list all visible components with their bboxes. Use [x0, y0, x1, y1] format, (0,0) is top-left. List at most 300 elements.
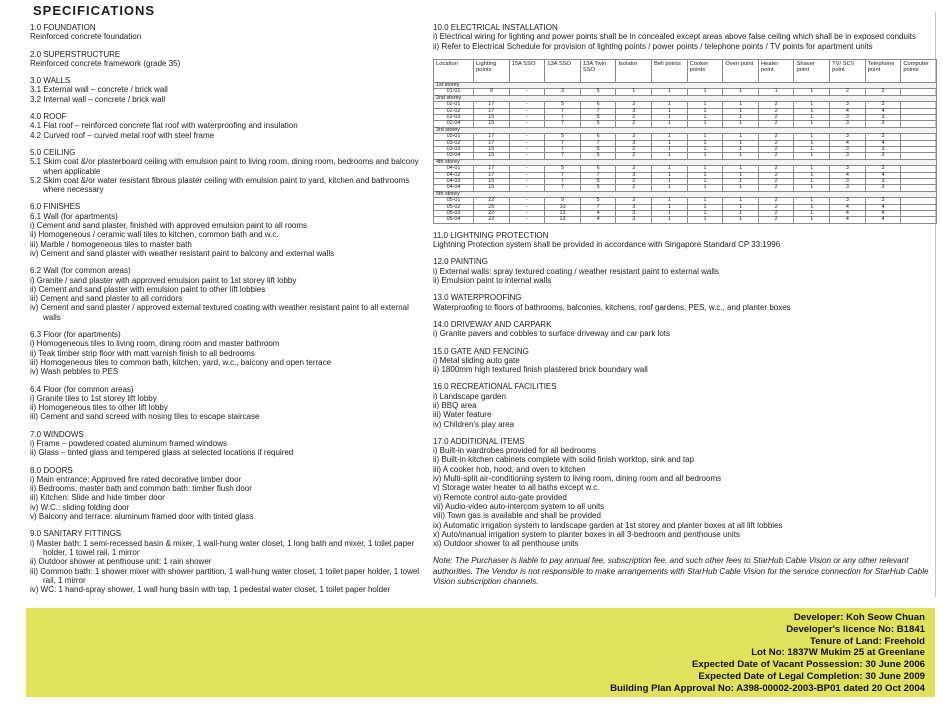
table-cell: 22	[474, 217, 510, 223]
section-line: Reinforced concrete foundation	[30, 32, 142, 42]
section-line: iii) Common bath: 1 shower mixer with shower partition, 1 wall-hung water closet, 1 toilet paper holder, 1 towel rail, 1 mirror	[30, 566, 420, 585]
table-cell: 5	[580, 121, 616, 127]
storey-label: 3rd storey	[434, 127, 937, 133]
table-cell: 3	[865, 121, 901, 127]
section-line: iv) Cement and sand plaster with weather resistant paint to balcony and external walls	[30, 248, 335, 258]
table-cell: 2	[616, 102, 652, 108]
table-cell: -	[509, 102, 545, 108]
spec-section	[30, 330, 427, 376]
table-cell: 7	[545, 172, 581, 178]
table-cell: 03-01	[434, 134, 474, 140]
section-heading: 5.0 CEILING	[30, 147, 76, 157]
table-cell: 3	[830, 114, 866, 120]
table-cell: 4	[830, 172, 866, 178]
table-cell: 1	[723, 114, 759, 120]
table-cell: 7	[545, 153, 581, 159]
table-cell: 1	[723, 102, 759, 108]
table-cell: 3	[865, 102, 901, 108]
table-cell: 1	[723, 185, 759, 191]
table-cell: 17	[474, 166, 510, 172]
table-cell: 2	[758, 114, 794, 120]
section-heading: 7.0 WINDOWS	[30, 429, 84, 439]
spec-section	[30, 385, 427, 422]
column-header: Computer points	[901, 59, 937, 82]
section-heading: 6.0 FINISHES	[30, 202, 81, 212]
section-lines	[30, 212, 427, 258]
table-cell: 1	[794, 153, 830, 159]
section-line: 6.1 Wall (for apartments)	[30, 211, 118, 221]
section-heading: 4.0 ROOF	[30, 112, 67, 122]
table-cell: -	[509, 140, 545, 146]
storey-label: 2nd storey	[434, 95, 937, 101]
table-cell: 04-02	[434, 172, 474, 178]
section-line: ii) Homogeneous tiles to other lift lobby	[30, 403, 168, 413]
table-cell: 4	[830, 217, 866, 223]
table-cell: 3	[616, 204, 652, 210]
electrical-schedule-table	[433, 59, 937, 224]
table-cell: 02-01	[434, 102, 474, 108]
table-cell: 1	[794, 146, 830, 152]
table-cell: 3	[865, 134, 901, 140]
column-header: Bell points	[652, 59, 688, 82]
section-line: i) Granite tiles to 1st storey lift lobby	[30, 393, 157, 403]
section-line: iv) WC: 1 hand-spray shower, 1 wall hung basin with tap, 1 pedestal water closet, 1 toilet paper holder	[30, 585, 391, 595]
table-cell: 4	[865, 204, 901, 210]
table-cell: 1	[687, 121, 723, 127]
table-cell: 7	[545, 140, 581, 146]
table-cell: 2	[758, 204, 794, 210]
section-line: Reinforced concrete framework (grade 35)	[30, 58, 181, 68]
section-heading: 10.0 ELECTRICAL INSTALLATION	[433, 23, 558, 32]
table-cell: 1	[687, 108, 723, 114]
table-cell: 05-01	[434, 198, 474, 204]
table-cell: 3	[830, 166, 866, 172]
table-cell: 3	[616, 108, 652, 114]
table-cell: 1	[794, 108, 830, 114]
table-cell: 02-02	[434, 108, 474, 114]
table-cell: -	[509, 153, 545, 159]
table-cell: 1	[687, 102, 723, 108]
developer-info-line: Expected Date of Vacant Possession: 30 June 2006	[691, 659, 925, 671]
spec-section-electrical	[433, 23, 937, 51]
column-header: 13A SSO	[545, 59, 581, 82]
table-cell: 4	[580, 211, 616, 217]
section-line: ii) Outdoor shower at penthouse unit: 1 rain shower	[30, 557, 212, 567]
table-cell: 1	[794, 140, 830, 146]
section-line: iv) Children's play area	[433, 419, 515, 429]
table-cell: 7	[580, 172, 616, 178]
section-line: Waterproofing to floors of bathrooms, balconies, kitchens, roof gardens, PES, w.c., and planter boxes	[433, 302, 791, 312]
section-line: i) Main entrance: Approved fire rated decorative timber door	[30, 474, 242, 484]
table-cell: 5	[580, 146, 616, 152]
table-cell: 1	[794, 211, 830, 217]
table-cell: 13	[545, 211, 581, 217]
section-lines	[30, 539, 427, 595]
table-cell: 2	[758, 217, 794, 223]
table-cell: 04-04	[434, 185, 474, 191]
section-line: i) Built-in wardrobes provided for all bedrooms	[433, 446, 597, 456]
section-line: 4.1 Flat roof – reinforced concrete flat roof with waterproofing and insulation	[30, 121, 298, 131]
developer-info-line: Tenure of Land: Freehold	[810, 635, 925, 647]
table-cell: 01-01	[434, 89, 474, 95]
table-cell: 2	[758, 172, 794, 178]
column-header: TV/ SCV point	[830, 59, 866, 82]
table-cell: 5	[580, 89, 616, 95]
table-cell: 2	[758, 178, 794, 184]
section-line: 5.1 Skim coat &/or plasterboard ceiling with emulsion paint to living room, dining room, bedrooms and balcony when applicable	[30, 157, 419, 176]
table-cell: 1	[687, 166, 723, 172]
section-heading: 6.3 Floor (for apartments)	[30, 330, 121, 340]
table-cell: 3	[616, 211, 652, 217]
table-cell: 22	[474, 211, 510, 217]
table-cell: 02-03	[434, 114, 474, 120]
table-cell: 3	[830, 153, 866, 159]
section-heading: 2.0 SUPERSTRUCTURE	[30, 49, 121, 59]
section-line: iii) Marble / homogeneous tiles to master bath	[30, 239, 192, 249]
table-cell: 1	[794, 185, 830, 191]
section-heading: 8.0 DOORS	[30, 465, 73, 475]
table-cell: -	[509, 114, 545, 120]
column-header: Heater point	[758, 59, 794, 82]
table-cell: -	[509, 204, 545, 210]
section-heading: 1.0 FOUNDATION	[30, 23, 96, 32]
table-cell: 3	[830, 178, 866, 184]
section-line: ii) 1800mm high textured finish plastered brick boundary wall	[433, 365, 648, 375]
section-heading: 11.0 LIGHTNING PROTECTION	[433, 230, 549, 240]
table-cell: 15	[474, 185, 510, 191]
table-cell: 15	[474, 178, 510, 184]
section-line: ii) Emulsion paint to internal walls	[433, 276, 552, 286]
table-cell: 1	[794, 166, 830, 172]
spec-section	[30, 148, 427, 194]
right-sections	[433, 231, 937, 549]
table-cell: 1	[652, 114, 688, 120]
table-cell: 6	[580, 166, 616, 172]
table-cell: 1	[723, 178, 759, 184]
table-cell: 3	[830, 198, 866, 204]
table-cell: 4	[830, 211, 866, 217]
table-cell	[901, 217, 937, 223]
table-cell: 1	[652, 204, 688, 210]
table-cell: 1	[723, 121, 759, 127]
section-lines	[30, 121, 427, 140]
section-line: 5.2 Skim coat &/or water resistant fibrous plaster ceiling with emulsion paint to yard, kitchen and bathrooms where necessary	[30, 175, 410, 195]
table-cell: 2	[865, 89, 901, 95]
spec-section	[30, 202, 427, 258]
table-cell: 3	[830, 121, 866, 127]
table-cell: 2	[758, 108, 794, 114]
table-cell: 1	[794, 204, 830, 210]
table-cell: 1	[687, 140, 723, 146]
table-cell: 17	[474, 102, 510, 108]
table-cell: 1	[723, 198, 759, 204]
table-cell: 3	[865, 146, 901, 152]
table-cell: 1	[723, 166, 759, 172]
column-header: Telephone point	[865, 59, 901, 82]
section-heading: 16.0 RECREATIONAL FACILITIES	[433, 382, 557, 392]
table-cell: 05-02	[434, 204, 474, 210]
section-lines	[433, 446, 937, 548]
table-cell: 1	[794, 102, 830, 108]
table-cell: 1	[687, 89, 723, 95]
table-cell: -	[509, 185, 545, 191]
table-cell: 7	[545, 114, 581, 120]
section-lines	[433, 267, 937, 286]
section-line: i) Homogeneous tiles to living room, dining room and master bathroom	[30, 339, 280, 349]
table-cell: 1	[723, 89, 759, 95]
section-line: iv) Multi-split air-conditioning system to living room, dining room and all bedrooms	[433, 474, 722, 484]
developer-info-line: Lot No: 1837W Mukim 25 at Greenlane	[751, 647, 925, 659]
table-cell: -	[509, 146, 545, 152]
table-cell: 7	[545, 121, 581, 127]
table-row	[434, 217, 937, 223]
table-cell: 2	[758, 153, 794, 159]
table-cell: 02-04	[434, 121, 474, 127]
table-cell: 1	[758, 89, 794, 95]
section-line: iii) Cement and sand plaster to all corridors	[30, 294, 183, 304]
table-cell: 2	[616, 114, 652, 120]
section-line: iii) A cooker hob, hood, and oven to kitchen	[433, 464, 586, 474]
table-cell: 2	[616, 166, 652, 172]
section-line: iii) Kitchen: Slide and hide timber door	[30, 493, 165, 503]
section-line: iii) Homogeneous tiles to common bath, kitchen, yard, w.c., balcony and open terrace	[30, 357, 332, 367]
electrical-table-header-row	[434, 59, 937, 82]
table-cell: 3	[865, 114, 901, 120]
table-cell: 3	[616, 217, 652, 223]
table-cell: 2	[616, 198, 652, 204]
table-cell: 4	[830, 140, 866, 146]
section-heading: 15.0 GATE AND FENCING	[433, 346, 529, 356]
table-cell: 05-04	[434, 217, 474, 223]
table-cell: 1	[723, 211, 759, 217]
spec-section	[30, 529, 427, 594]
table-cell: 1	[723, 204, 759, 210]
table-cell: 5	[580, 114, 616, 120]
table-cell: 1	[687, 178, 723, 184]
section-lines	[433, 329, 937, 338]
table-cell: 5	[545, 134, 581, 140]
section-heading: 6.4 Floor (for common areas)	[30, 384, 134, 394]
table-cell: 1	[652, 134, 688, 140]
table-cell: 1	[687, 204, 723, 210]
table-cell: 15	[474, 114, 510, 120]
section-line: ii) Bedrooms, master bath and common bath: timber flush door	[30, 484, 252, 494]
table-cell: 1	[794, 178, 830, 184]
section-line: v) Balcony and terrace: aluminum framed door with tinted glass	[30, 512, 254, 522]
section-heading: 13.0 WATERPROOFING	[433, 293, 522, 303]
table-cell: 9	[545, 198, 581, 204]
section-line: viii) Town gas is available and shall be provided	[433, 511, 601, 521]
spec-section	[433, 257, 937, 285]
section-line: i) Cement and sand plaster, finished with approved emulsion paint to all rooms	[30, 221, 308, 231]
section-line: iv) Cement and sand plaster / approved external textured coating with weather resistant paint to all external walls	[30, 303, 409, 322]
table-cell: 3	[616, 140, 652, 146]
electrical-table-head	[434, 59, 937, 82]
table-cell: 3	[865, 198, 901, 204]
table-cell: 1	[687, 211, 723, 217]
table-cell: 5	[580, 198, 616, 204]
table-cell: 2	[616, 146, 652, 152]
table-cell: -	[509, 178, 545, 184]
table-cell: 7	[545, 178, 581, 184]
table-cell: 4	[865, 140, 901, 146]
table-cell: 3	[865, 153, 901, 159]
page-title: SPECIFICATIONS	[33, 3, 156, 18]
section-line: vi) Remote control auto-gate provided	[433, 492, 567, 502]
table-cell: 1	[652, 140, 688, 146]
table-cell: 2	[616, 178, 652, 184]
table-cell: 1	[652, 198, 688, 204]
table-cell: 3	[865, 185, 901, 191]
section-lines	[30, 439, 427, 458]
spec-section	[30, 50, 427, 69]
section-line: ii) Built-in kitchen cabinets complete with solid finish worktop, sink and tap	[433, 455, 695, 465]
table-cell: 1	[652, 146, 688, 152]
table-cell: 1	[687, 146, 723, 152]
table-cell: 3	[830, 185, 866, 191]
table-cell: 17	[474, 108, 510, 114]
table-cell: -	[509, 121, 545, 127]
section-line: iv) Wash pebbles to PES	[30, 367, 119, 377]
table-cell: 04-01	[434, 166, 474, 172]
section-line: iii) Water feature	[433, 410, 492, 420]
section-line: iii) Cement and sand screed with nosing tiles to escape staircase	[30, 412, 260, 422]
table-cell: 7	[545, 146, 581, 152]
section-line: i) Granite / sand plaster with approved emulsion paint to 1st storey lift lobby	[30, 275, 297, 285]
table-cell: 2	[616, 185, 652, 191]
section-line: ii) Teak timber strip floor with matt varnish finish to all bedrooms	[30, 348, 255, 358]
section-line: 4.2 Curved roof – curved metal roof with steel frame	[30, 130, 215, 140]
table-cell: 2	[616, 121, 652, 127]
table-cell: -	[509, 211, 545, 217]
table-cell: 1	[794, 198, 830, 204]
section-line: iv) W.C.: sliding folding door	[30, 502, 130, 512]
table-cell: 2	[758, 146, 794, 152]
table-cell: 6	[580, 102, 616, 108]
section-line: 3.2 Internal wall – concrete / brick wall	[30, 94, 166, 104]
section-heading: 6.2 Wall (for common areas)	[30, 266, 131, 276]
table-cell: 2	[758, 166, 794, 172]
section-line: i) External walls: spray textured coating / weather resistant paint to external walls	[433, 266, 719, 276]
developer-info-box	[26, 608, 935, 697]
table-cell: -	[509, 134, 545, 140]
table-cell: 25	[474, 204, 510, 210]
section-lines	[30, 475, 427, 521]
table-cell: 4	[580, 217, 616, 223]
section-lines	[433, 32, 937, 51]
table-cell: 7	[580, 140, 616, 146]
table-cell: 03-03	[434, 146, 474, 152]
table-cell: 3	[830, 102, 866, 108]
table-cell: 1	[723, 140, 759, 146]
table-cell: 13	[545, 217, 581, 223]
spec-section	[30, 266, 427, 322]
section-heading: 14.0 DRIVEWAY AND CARPARK	[433, 319, 552, 329]
column-header: 15A SSO	[509, 59, 545, 82]
table-cell: 7	[545, 185, 581, 191]
storey-group	[434, 159, 937, 191]
table-cell: 4	[865, 211, 901, 217]
spec-section	[30, 76, 427, 104]
table-cell: 1	[616, 89, 652, 95]
table-cell: -	[509, 108, 545, 114]
storey-group	[434, 95, 937, 127]
table-cell: 6	[580, 134, 616, 140]
storey-group	[434, 82, 937, 95]
table-cell: 17	[474, 172, 510, 178]
section-heading: 9.0 SANITARY FITTINGS	[30, 529, 122, 539]
section-line: xi) Outdoor shower to all penthouse units	[433, 539, 579, 549]
section-heading: 17.0 ADDITIONAL ITEMS	[433, 436, 525, 446]
table-cell: 4	[865, 108, 901, 114]
section-lines	[30, 394, 427, 422]
table-cell: -	[509, 198, 545, 204]
section-lines	[30, 276, 427, 322]
section-lines	[30, 85, 427, 104]
table-cell: -	[509, 172, 545, 178]
table-cell: 7	[580, 108, 616, 114]
table-cell: 2	[758, 121, 794, 127]
section-line: i) Metal sliding auto gate	[433, 355, 520, 365]
section-line: i) Landscape garden	[433, 391, 506, 401]
table-cell: 5	[545, 166, 581, 172]
spec-section	[30, 466, 427, 522]
table-cell: 7	[580, 204, 616, 210]
section-lines	[433, 356, 937, 375]
table-cell: 9	[474, 89, 510, 95]
table-cell: 5	[580, 185, 616, 191]
column-header: Isolator	[616, 59, 652, 82]
table-cell: 1	[723, 217, 759, 223]
table-cell: 1	[652, 108, 688, 114]
table-cell: 1	[652, 121, 688, 127]
developer-info-line: Developer's licence No: B1841	[786, 623, 925, 635]
section-line: i) Frame – powdered coated aluminum framed windows	[30, 438, 227, 448]
developer-info-line: Building Plan Approval No: A398-00002-2003-BP01 dated 20 Oct 2004	[610, 682, 925, 694]
spec-section	[433, 382, 937, 428]
table-cell: 1	[794, 89, 830, 95]
section-line: ii) Homogeneous / ceramic wall tiles to kitchen, common bath and w.c.	[30, 230, 279, 240]
table-cell: 2	[616, 134, 652, 140]
table-cell: 1	[652, 211, 688, 217]
table-cell: 1	[687, 134, 723, 140]
table-cell: 1	[723, 108, 759, 114]
table-cell: 1	[794, 217, 830, 223]
storey-group	[434, 127, 937, 159]
table-cell: 1	[652, 217, 688, 223]
table-cell: 3	[865, 178, 901, 184]
section-heading: 3.0 WALLS	[30, 76, 71, 86]
table-cell: 1	[794, 134, 830, 140]
section-lines	[30, 32, 427, 41]
table-cell: 1	[723, 134, 759, 140]
table-cell: 2	[758, 140, 794, 146]
table-cell: 1	[652, 178, 688, 184]
table-cell: 2	[758, 185, 794, 191]
table-cell: -	[509, 166, 545, 172]
table-cell: 3	[545, 89, 581, 95]
column-header: Lighting points	[474, 59, 510, 82]
table-cell: 15	[474, 146, 510, 152]
storey-label: 4th storey	[434, 159, 937, 165]
section-line: vii) Audio-video auto-intercom system to all units	[433, 501, 605, 511]
table-cell: 4	[830, 108, 866, 114]
table-cell: 17	[474, 140, 510, 146]
table-cell: 1	[794, 121, 830, 127]
section-line: ii) Glass – tinted glass and tempered glass at selected locations if required	[30, 448, 294, 458]
table-cell: 5	[580, 153, 616, 159]
table-cell: 04-03	[434, 178, 474, 184]
